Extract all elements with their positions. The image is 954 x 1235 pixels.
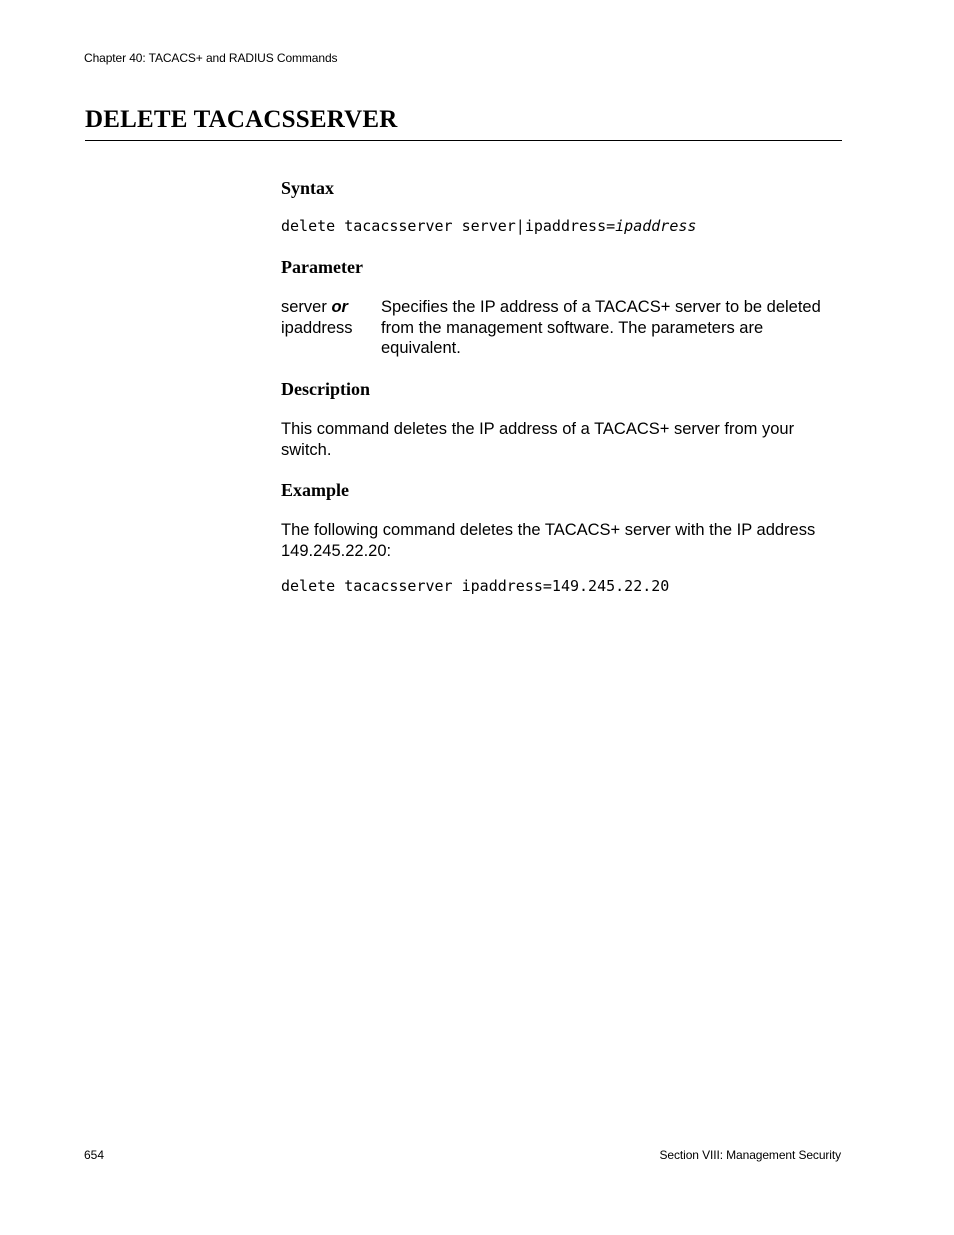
syntax-command-text: delete tacacsserver server|ipaddress=	[281, 217, 616, 235]
running-header: Chapter 40: TACACS+ and RADIUS Commands	[84, 51, 338, 65]
parameter-name	[281, 297, 376, 338]
description-heading: Description	[281, 379, 370, 399]
parameter-name-or: or	[331, 298, 348, 316]
syntax-heading: Syntax	[281, 178, 335, 198]
footer-section: Section VIII: Management Security	[659, 1148, 841, 1162]
example-command: delete tacacsserver ipaddress=149.245.22.20	[281, 577, 670, 595]
title-rule	[85, 140, 842, 141]
description-text: This command deletes the IP address of a TACACS+ server from your switch.	[281, 420, 795, 459]
page-number: 654	[84, 1148, 105, 1162]
page-title: DELETE TACACSSERVER	[85, 106, 398, 133]
parameter-name-ipaddress: ipaddress	[281, 318, 353, 337]
example-heading: Example	[281, 480, 350, 500]
parameter-heading: Parameter	[281, 257, 363, 277]
parameter-name-server: server	[281, 298, 332, 316]
example-text: The following command deletes the TACACS+ server with the IP address 149.245.22.20:	[281, 521, 816, 560]
syntax-argument: ipaddress	[615, 217, 697, 235]
syntax-command	[281, 217, 696, 235]
parameter-description: Specifies the IP address of a TACACS+ server to be deleted from the management software. The parameters are equivalent.	[381, 298, 821, 357]
